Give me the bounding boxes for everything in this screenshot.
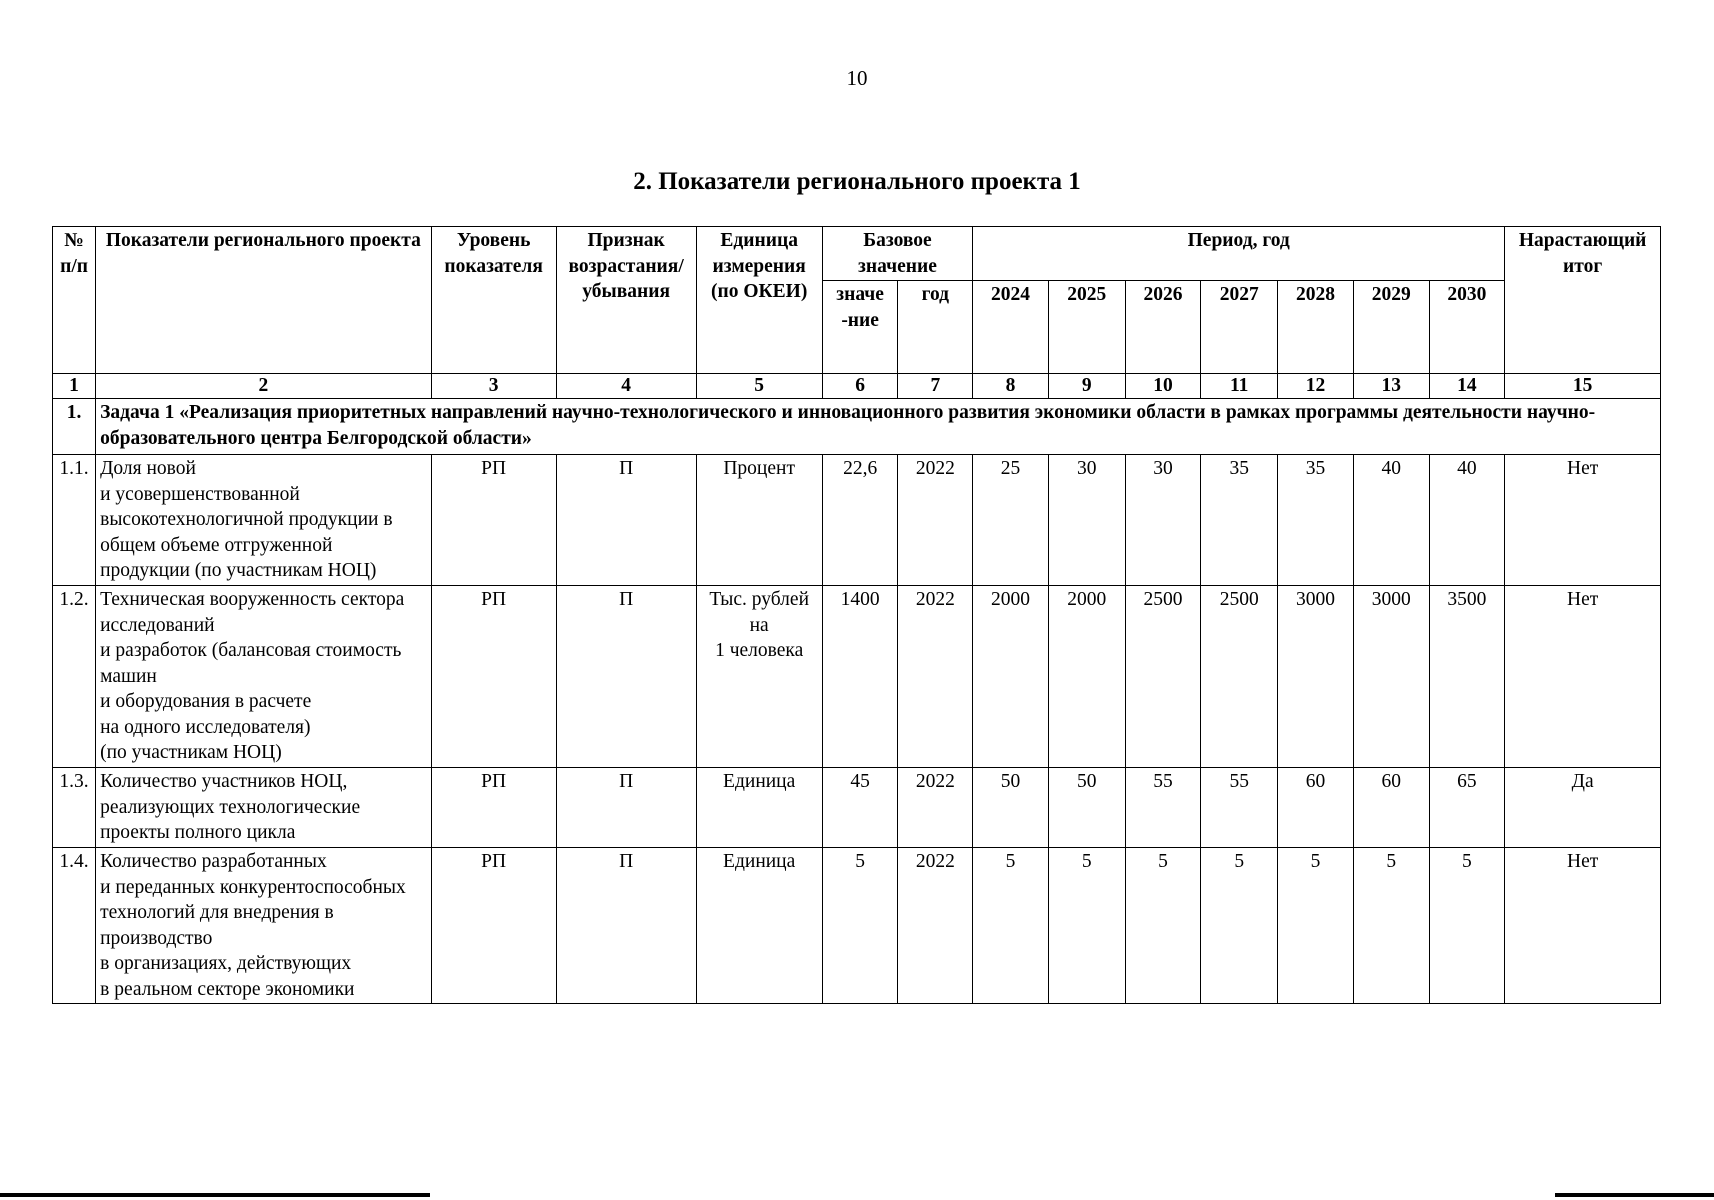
row-number: 1.4. xyxy=(53,848,96,1004)
unit-cell: Единица xyxy=(696,768,822,848)
column-number: 4 xyxy=(556,374,696,399)
column-number: 5 xyxy=(696,374,822,399)
year-value-cell: 50 xyxy=(1048,768,1125,848)
unit-cell: Процент xyxy=(696,455,822,586)
year-value-cell: 65 xyxy=(1429,768,1505,848)
year-value-cell: 5 xyxy=(1125,848,1201,1004)
year-value-cell: 2000 xyxy=(1048,586,1125,768)
header-year: 2029 xyxy=(1353,281,1429,374)
year-value-cell: 5 xyxy=(973,848,1049,1004)
column-numbers-row xyxy=(53,374,1661,399)
base-year-cell: 2022 xyxy=(898,586,973,768)
table-row xyxy=(53,455,1661,586)
column-number: 12 xyxy=(1278,374,1354,399)
year-value-cell: 35 xyxy=(1278,455,1354,586)
base-value-cell: 1400 xyxy=(822,586,898,768)
header-year: 2025 xyxy=(1048,281,1125,374)
column-number: 13 xyxy=(1353,374,1429,399)
sign-cell: П xyxy=(556,455,696,586)
year-value-cell: 5 xyxy=(1278,848,1354,1004)
header-unit: Единица измерения (по ОКЕИ) xyxy=(696,227,822,374)
column-number: 8 xyxy=(973,374,1049,399)
base-year-cell: 2022 xyxy=(898,455,973,586)
year-value-cell: 40 xyxy=(1429,455,1505,586)
year-value-cell: 55 xyxy=(1201,768,1278,848)
year-value-cell: 30 xyxy=(1048,455,1125,586)
year-value-cell: 2000 xyxy=(973,586,1049,768)
scan-edge-line xyxy=(1555,1193,1714,1197)
indicators-table xyxy=(52,226,1661,1004)
base-year-cell: 2022 xyxy=(898,848,973,1004)
level-cell: РП xyxy=(431,768,556,848)
section-title: 2. Показатели регионального проекта 1 xyxy=(633,168,1081,195)
table-row xyxy=(53,848,1661,1004)
header-year: 2027 xyxy=(1201,281,1278,374)
year-value-cell: 5 xyxy=(1353,848,1429,1004)
column-number: 3 xyxy=(431,374,556,399)
task-text: Задача 1 «Реализация приоритетных направлений научно-технологического и инновационного развития экономики области в рамках программы деятельности научно-образовательного центра Белгородской области» xyxy=(96,399,1661,455)
year-value-cell: 55 xyxy=(1125,768,1201,848)
page-number: 10 xyxy=(846,66,868,90)
year-value-cell: 50 xyxy=(973,768,1049,848)
header-base: Базовое значение xyxy=(822,227,972,281)
cumulative-cell: Нет xyxy=(1505,848,1661,1004)
year-value-cell: 5 xyxy=(1429,848,1505,1004)
cumulative-cell: Да xyxy=(1505,768,1661,848)
year-value-cell: 60 xyxy=(1353,768,1429,848)
cumulative-cell: Нет xyxy=(1505,455,1661,586)
column-number: 2 xyxy=(96,374,431,399)
column-number: 10 xyxy=(1125,374,1201,399)
level-cell: РП xyxy=(431,455,556,586)
indicator-name: Техническая вооруженность сектора исследований и разработок (балансовая стоимость машин и оборудования в расчете на одного исследователя) (по участникам НОЦ) xyxy=(96,586,431,768)
sign-cell: П xyxy=(556,848,696,1004)
year-value-cell: 5 xyxy=(1048,848,1125,1004)
column-number: 1 xyxy=(53,374,96,399)
sign-cell: П xyxy=(556,586,696,768)
indicator-name: Доля новой и усовершенствованной высокотехнологичной продукции в общем объеме отгруженной продукции (по участникам НОЦ) xyxy=(96,455,431,586)
year-value-cell: 25 xyxy=(973,455,1049,586)
year-value-cell: 35 xyxy=(1201,455,1278,586)
scan-edge-line xyxy=(0,1193,430,1197)
unit-cell: Тыс. рублей на 1 человека xyxy=(696,586,822,768)
base-value-cell: 45 xyxy=(822,768,898,848)
indicator-name: Количество участников НОЦ, реализующих технологические проекты полного цикла xyxy=(96,768,431,848)
unit-cell: Единица xyxy=(696,848,822,1004)
column-number: 7 xyxy=(898,374,973,399)
sign-cell: П xyxy=(556,768,696,848)
level-cell: РП xyxy=(431,586,556,768)
header-year: 2024 xyxy=(973,281,1049,374)
level-cell: РП xyxy=(431,848,556,1004)
header-cumulative: Нарастающий итог xyxy=(1505,227,1661,374)
indicator-name: Количество разработанных и переданных конкурентоспособных технологий для внедрения в производство в организациях, действующих в реальном секторе экономики xyxy=(96,848,431,1004)
base-value-cell: 5 xyxy=(822,848,898,1004)
base-year-cell: 2022 xyxy=(898,768,973,848)
table-row xyxy=(53,586,1661,768)
year-value-cell: 30 xyxy=(1125,455,1201,586)
year-value-cell: 2500 xyxy=(1125,586,1201,768)
task-row xyxy=(53,399,1661,455)
table-row xyxy=(53,768,1661,848)
header-year: 2028 xyxy=(1278,281,1354,374)
header-base-value: значе -ние xyxy=(822,281,898,374)
header-year: 2030 xyxy=(1429,281,1505,374)
header-base-year: год xyxy=(898,281,973,374)
year-value-cell: 2500 xyxy=(1201,586,1278,768)
task-number: 1. xyxy=(53,399,96,455)
cumulative-cell: Нет xyxy=(1505,586,1661,768)
header-indicator: Показатели регионального проекта xyxy=(96,227,431,374)
year-value-cell: 40 xyxy=(1353,455,1429,586)
year-value-cell: 60 xyxy=(1278,768,1354,848)
column-number: 14 xyxy=(1429,374,1505,399)
row-number: 1.3. xyxy=(53,768,96,848)
row-number: 1.2. xyxy=(53,586,96,768)
year-value-cell: 3500 xyxy=(1429,586,1505,768)
column-number: 11 xyxy=(1201,374,1278,399)
row-number: 1.1. xyxy=(53,455,96,586)
header-sign: Признак возрастания/ убывания xyxy=(556,227,696,374)
year-value-cell: 5 xyxy=(1201,848,1278,1004)
year-value-cell: 3000 xyxy=(1278,586,1354,768)
header-year: 2026 xyxy=(1125,281,1201,374)
column-number: 6 xyxy=(822,374,898,399)
column-number: 9 xyxy=(1048,374,1125,399)
year-value-cell: 3000 xyxy=(1353,586,1429,768)
column-number: 15 xyxy=(1505,374,1661,399)
base-value-cell: 22,6 xyxy=(822,455,898,586)
header-period: Период, год xyxy=(973,227,1505,281)
header-level: Уровень показателя xyxy=(431,227,556,374)
header-num: № п/п xyxy=(53,227,96,374)
